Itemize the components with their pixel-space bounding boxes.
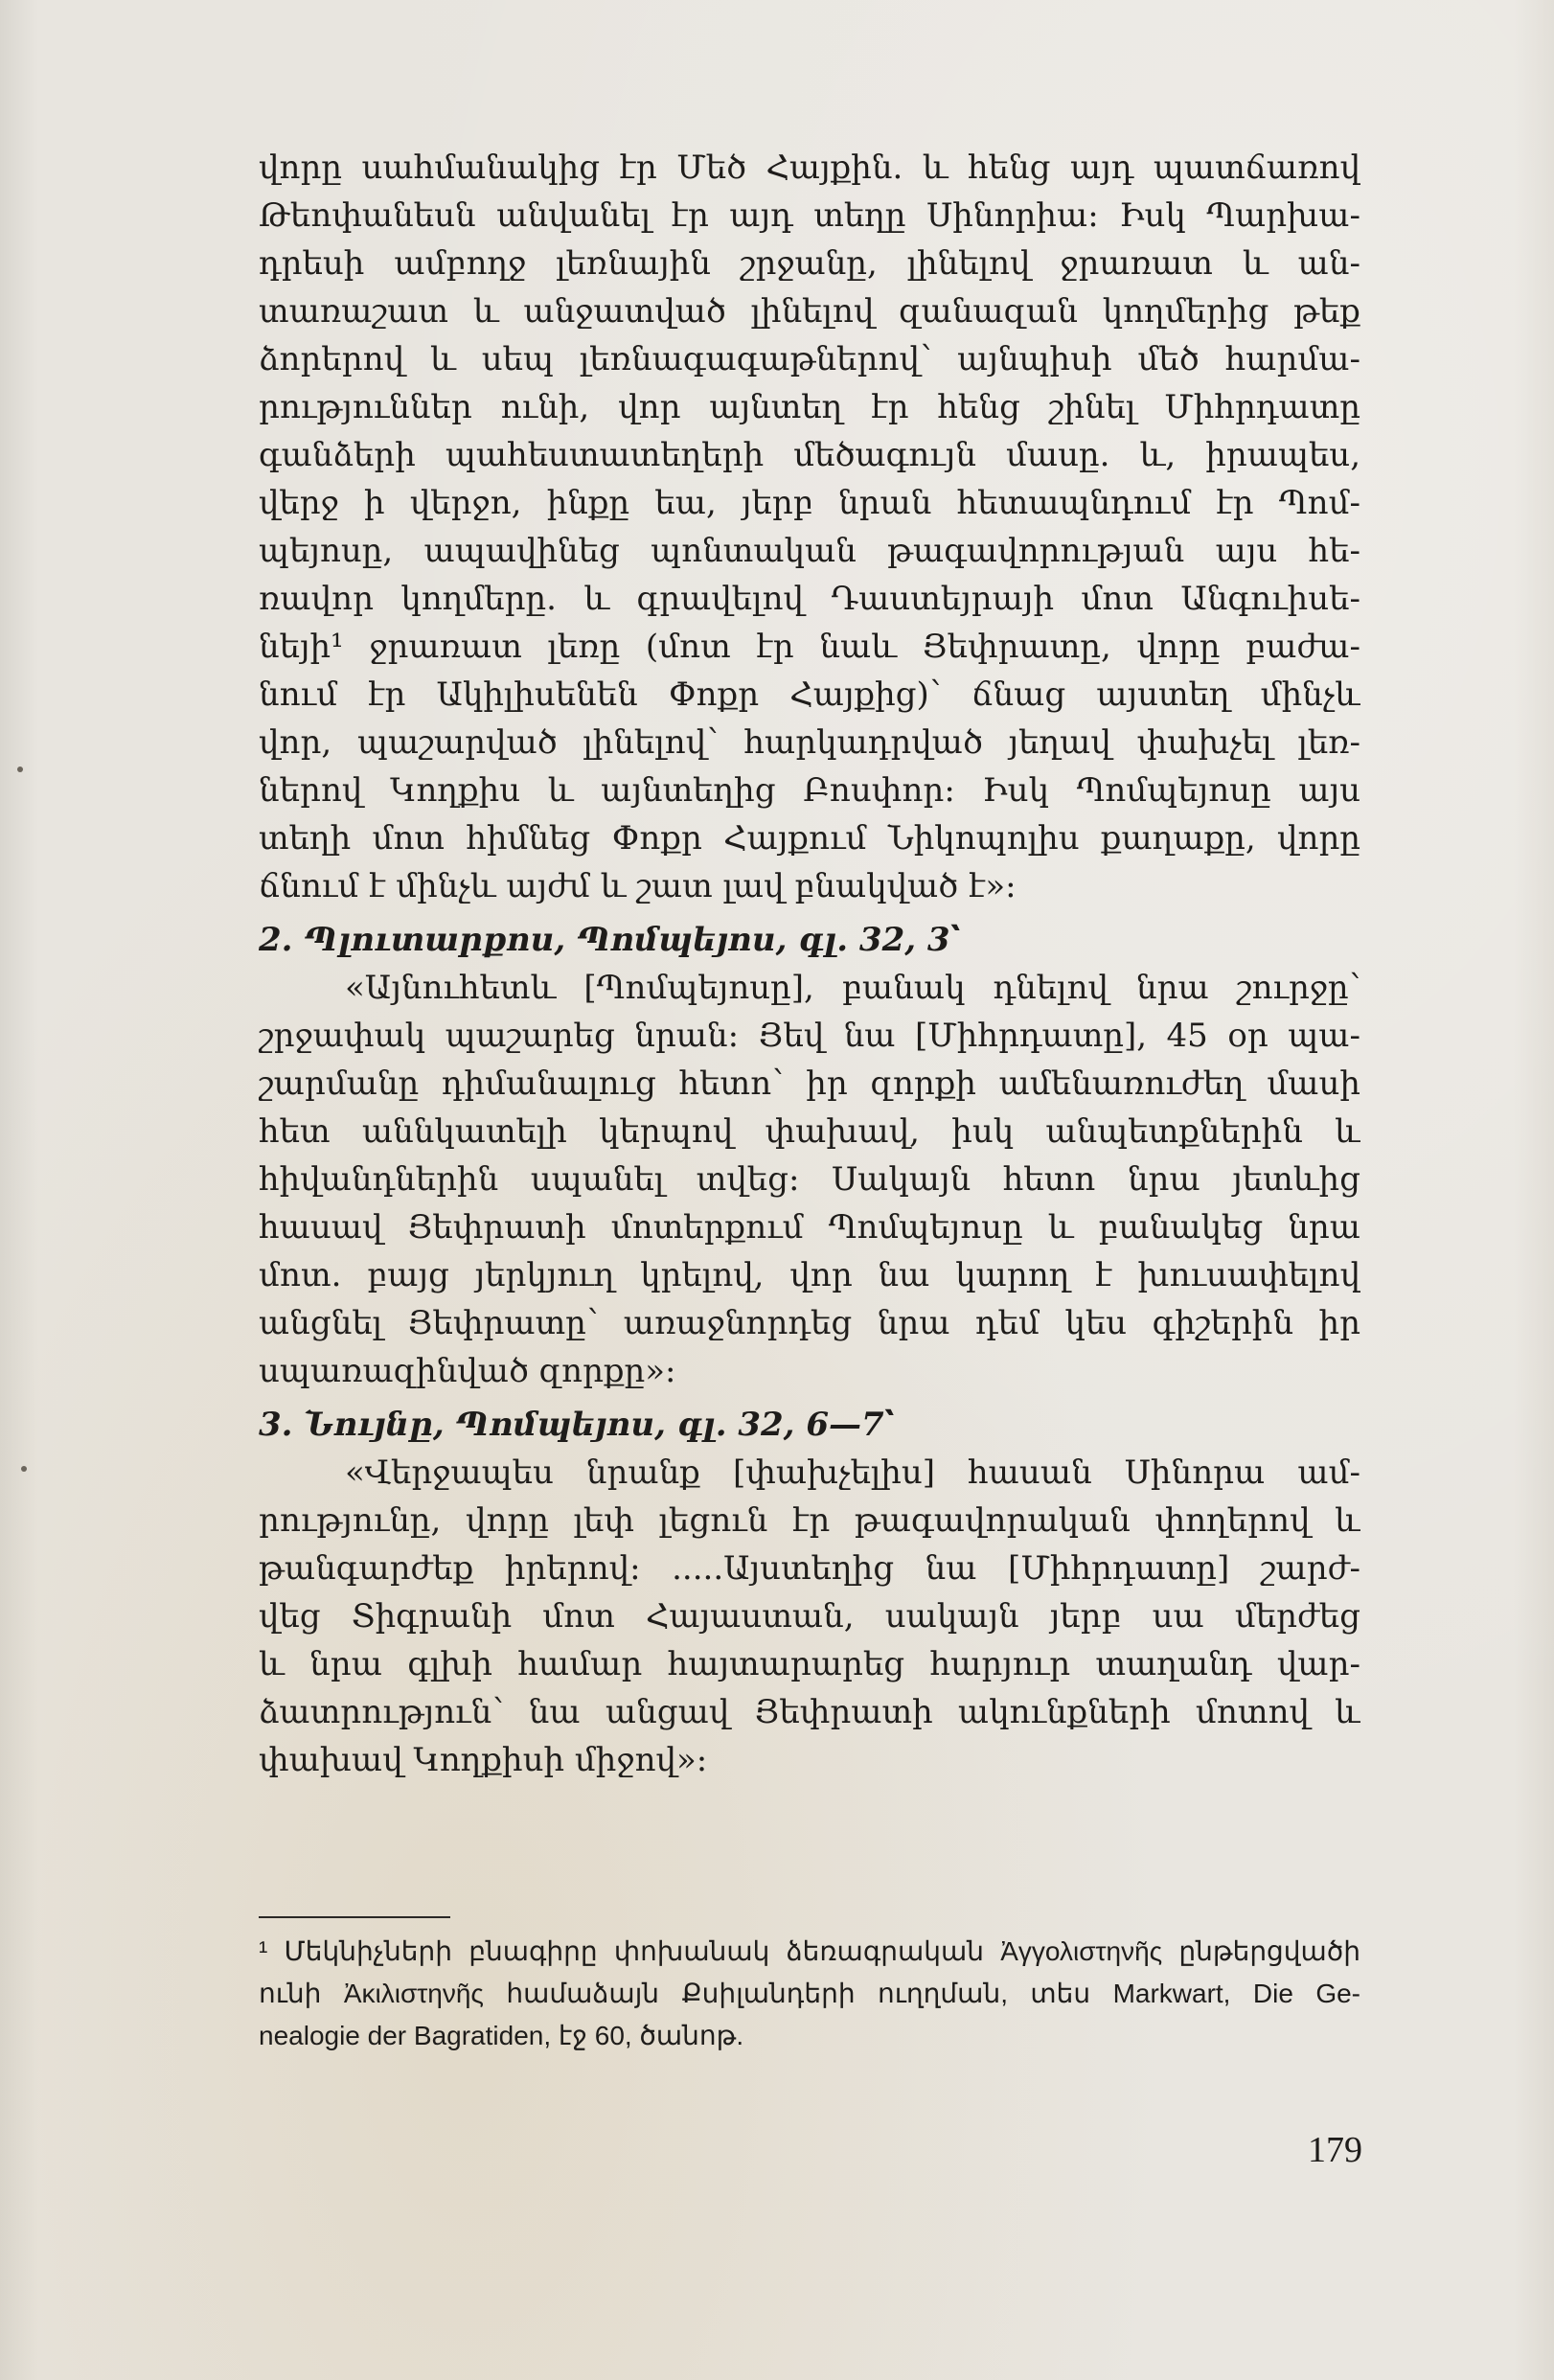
text-line: ռավոր կողմերը. և գրավելով Դաստեյրայի մոտ Անգուիսե- bbox=[259, 580, 1360, 618]
quote-line: թանգարժեք իրերով: .....Այստեղից նա [Միհրդատը] շարժ- bbox=[259, 1549, 1360, 1588]
text-line: նում էր Ակիլիսենեն Փոքր Հայքից)՝ ճնաց այստեղ մինչև bbox=[259, 675, 1360, 714]
binding-hole-mark bbox=[17, 767, 23, 772]
page-number: 179 bbox=[1308, 2130, 1362, 2170]
quote-line: և նրա գլխի համար հայտարարեց հարյուր տաղանդ վար- bbox=[259, 1645, 1360, 1683]
text-line: վերջ ի վերջո, ինքը եա, յերբ նրան հետապնդում էր Պոմ- bbox=[259, 484, 1360, 522]
text-line: ձորերով և սեպ լեռնագագաթներով՝ այնպիսի մեծ հարմա- bbox=[259, 340, 1360, 378]
section-heading-2: 2. Պլուտարքոս, Պոմպեյոս, գլ. 32, 3՝ bbox=[259, 921, 961, 959]
quote-line: շարմանը դիմանալուց հետո՝ իր զորքի ամենառուժեղ մասի bbox=[259, 1064, 1360, 1103]
quote-line: հետ աննկատելի կերպով փախավ, իսկ անպետքներին և bbox=[259, 1112, 1360, 1151]
quote-line: մոտ. բայց յերկյուղ կրելով, վոր նա կարող է խուսափելով bbox=[259, 1256, 1360, 1294]
section-heading-3: 3. Նույնը, Պոմպեյոս, գլ. 32, 6—7՝ bbox=[259, 1406, 895, 1444]
quote-line: րությունը, վորը լեփ լեցուն էր թագավորական փողերով և bbox=[259, 1501, 1360, 1540]
footnote-line: ¹ Մեկնիչների բնագիրը փոխանակ ձեռագրական Ἀγγολιστηνῆς ընթերցվածի bbox=[259, 1936, 1360, 1966]
main-text bbox=[259, 144, 1360, 1784]
text-line: տառաշատ և անջատված լինելով զանազան կողմերից թեք bbox=[259, 292, 1360, 331]
text-line: տեղի մոտ հիմնեց Փոքր Հայքում Նիկոպոլիս քաղաքը, վորը bbox=[259, 819, 1360, 858]
text-line: դրեսի ամբողջ լեռնային շրջանը, լինելով ջրառատ և ան- bbox=[259, 244, 1360, 283]
footnote-line: ունի Ἀκιλιστηνῆς համաձայն Քսիլանդերի ուղղման, տես Markwart, Die Ge- bbox=[259, 1979, 1360, 2008]
text-line: Թեոփանեսն անվանել էր այդ տեղը Սինորիա: Իսկ Պարխա- bbox=[259, 196, 1360, 235]
text-line: րություններ ունի, վոր այնտեղ էր հենց շինել Միհրդատը bbox=[259, 388, 1360, 426]
quote-line: անցնել Յեփրատը՝ առաջնորդեց նրա դեմ կես գիշերին իր bbox=[259, 1304, 1360, 1342]
text-line: պեյոսը, ապավինեց պոնտական թագավորության այս հե- bbox=[259, 532, 1360, 570]
text-line: վորը սահմանակից էր Մեծ Հայքին. և հենց այդ պատճառով bbox=[259, 149, 1360, 187]
text-line: ճնում է մինչև այժմ և շատ լավ բնակված է»: bbox=[259, 867, 1017, 905]
text-line: նեյի¹ ջրառատ լեռը (մոտ էր նաև Յեփրատը, վորը բաժա- bbox=[259, 628, 1360, 666]
footnote-line: nealogie der Bagratiden, էջ 60, ծանոթ. bbox=[259, 2021, 744, 2050]
text-line: գանձերի պահեստատեղերի մեծագույն մասը. և, իրապես, bbox=[259, 436, 1360, 474]
quote-line: փախավ Կողքիսի միջով»: bbox=[259, 1741, 708, 1779]
footnote bbox=[259, 1931, 1360, 2057]
footnote-divider bbox=[259, 1916, 450, 1918]
quote-line: վեց Տիգրանի մոտ Հայաստան, սակայն յերբ սա մերժեց bbox=[259, 1597, 1360, 1636]
quote-line: հիվանդներին սպանել տվեց: Սակայն հետո նրա յետևից bbox=[259, 1160, 1360, 1199]
text-line: վոր, պաշարված լինելով՝ հարկադրված յեղավ փախչել լեռ- bbox=[259, 723, 1360, 762]
quote-line: «Այնուհետև [Պոմպեյոսը], բանակ դնելով նրա շուրջը՝ bbox=[345, 969, 1360, 1007]
binding-hole-mark bbox=[21, 1466, 27, 1472]
quote-line: ձատրություն՝ նա անցավ Յեփրատի ակունքների մոտով և bbox=[259, 1693, 1360, 1731]
text-line: ներով Կողքիս և այնտեղից Բոսփոր: Իսկ Պոմպեյոսը այս bbox=[259, 771, 1360, 810]
quote-line: «Վերջապես նրանք [փախչելիս] հասան Սինորա ամ- bbox=[345, 1453, 1360, 1492]
quote-line: սպառազինված զորքը»: bbox=[259, 1352, 676, 1390]
quote-line: հասավ Յեփրատի մոտերքում Պոմպեյոսը և բանակեց նրա bbox=[259, 1208, 1360, 1247]
quote-line: շրջափակ պաշարեց նրան: Յեվ նա [Միհրդատը], 45 օր պա- bbox=[259, 1017, 1360, 1055]
